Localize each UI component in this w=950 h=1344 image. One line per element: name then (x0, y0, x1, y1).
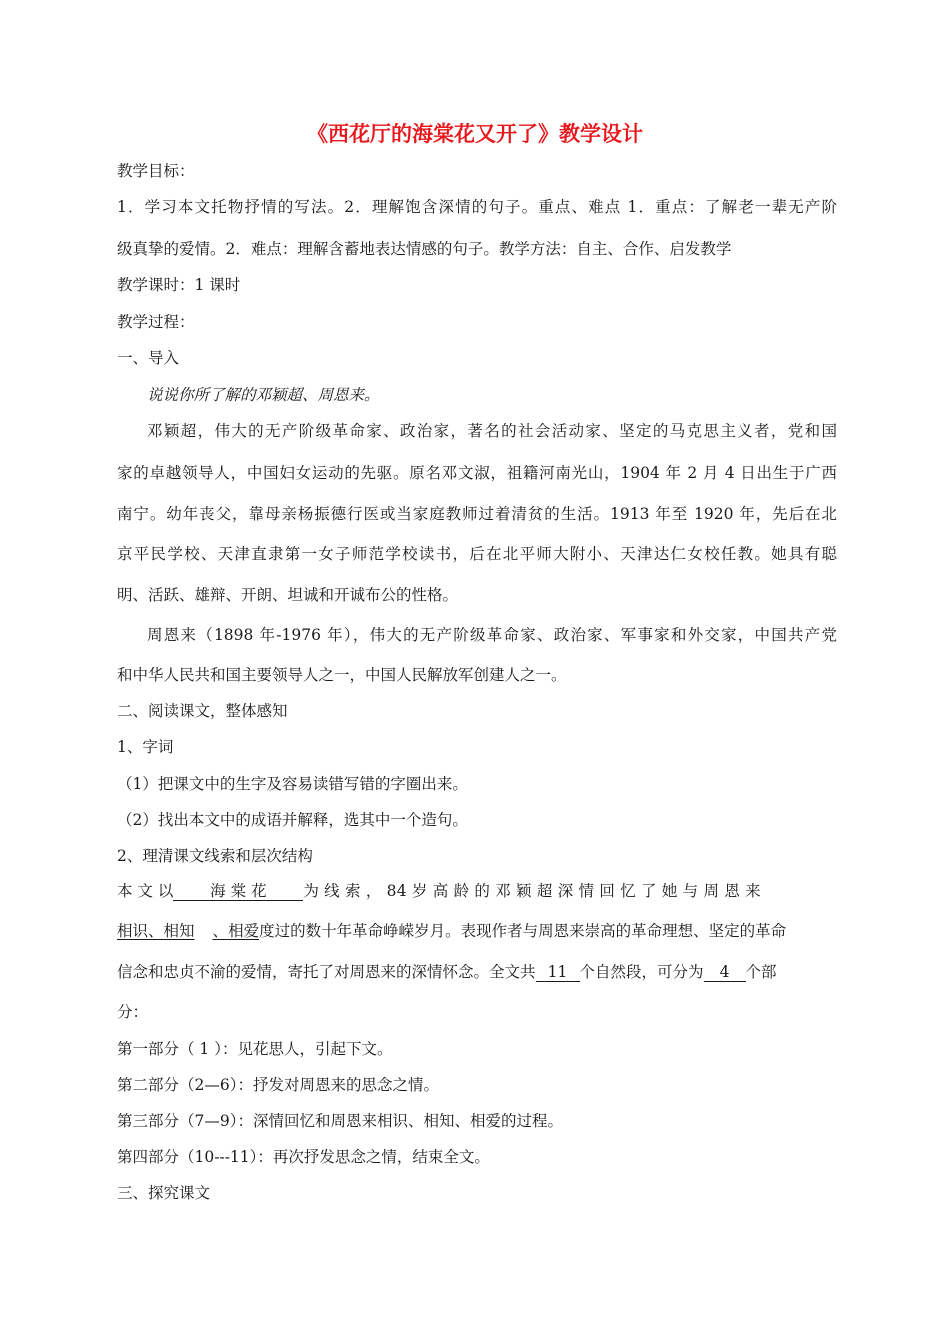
section-3-heading: 三、探究课文 (117, 1184, 211, 1202)
question-2: （2）找出本文中的成语并解释，选其中一个造句。 (117, 811, 468, 829)
structure-line-4: 分： (117, 1003, 149, 1021)
deng-paragraph-line: 家的卓越领导人，中国妇女运动的先驱。原名邓文淑，祖籍河南光山，1904 年 2 月 4 日出生于广西 (117, 464, 837, 482)
goals-line-2: 级真挚的爱情。2．难点：理解含蓄地表达情感的句子。教学方法：自主、合作、启发教学 (117, 240, 732, 258)
goals-line-1: 1．学习本文托物抒情的写法。2．理解饱含深情的句子。重点、难点 1．重点：了解老一辈无产阶 (117, 198, 837, 216)
deng-paragraph-line: 明、活跃、雄辩、开朗、坦诚和开诚布公的性格。 (117, 586, 459, 604)
intro-prompt: 说说你所了解的邓颖超、周恩来。 (147, 386, 380, 404)
item-1-heading: 1、字词 (117, 738, 174, 756)
blank-answer: 相爱 (228, 922, 260, 940)
deng-paragraph-line: 京平民学校、天津直隶第一女子师范学校读书，后在北平师大附小、天津达仁女校任教。她具有聪 (117, 545, 837, 563)
blank-sep: 、 (212, 922, 229, 940)
document-title: 《西花厅的海棠花又开了》教学设计 (307, 122, 643, 146)
zhou-paragraph-line: 周恩来（1898 年-1976 年），伟大的无产阶级革命家、政治家、军事家和外交家，中国共产党 (147, 626, 837, 644)
item-2-heading: 2、理清课文线索和层次结构 (117, 847, 313, 865)
part-item: 第一部分（ 1 ）：见花思人，引起下文。 (117, 1040, 393, 1058)
process-heading: 教学过程： (117, 313, 195, 331)
paragraph-count-blank: 11 (536, 961, 580, 982)
structure-text: 本 文 以 (117, 882, 174, 900)
blank-answer: 相知 (163, 922, 195, 940)
section-1-heading: 一、导入 (117, 349, 180, 367)
class-hours: 教学课时：1 课时 (117, 276, 241, 294)
structure-text: 信念和忠贞不渝的爱情，寄托了对周恩来的深情怀念。全文共 (117, 963, 536, 981)
goals-heading: 教学目标： (117, 162, 195, 180)
structure-text: 为 线 索 ， 84 岁 高 龄 的 邓 颖 超 深 情 回 忆 了 她 与 周 恩 来 (303, 882, 761, 900)
structure-text: 个部 (745, 963, 777, 981)
part-item: 第二部分（2—6）：抒发对周恩来的思念之情。 (117, 1076, 439, 1094)
structure-text: 度过的数十年革命峥嵘岁月。表现作者与周恩来崇高的革命理想、坚定的革命 (259, 922, 787, 940)
part-count-blank: 4 (704, 961, 746, 982)
deng-paragraph-line: 南宁。幼年丧父，靠母亲杨振德行医或当家庭教师过着清贫的生活。1913 年至 1920 年，先后在北 (117, 505, 837, 523)
blank-sep: 、 (148, 922, 164, 940)
structure-line-2 (117, 920, 837, 942)
structure-line-1 (117, 880, 837, 902)
deng-paragraph-line: 邓颖超，伟大的无产阶级革命家、政治家，著名的社会活动家、坚定的马克思主义者，党和国 (147, 422, 837, 440)
section-2-heading: 二、阅读课文，整体感知 (117, 702, 288, 720)
structure-line-3 (117, 961, 837, 983)
structure-text: 个自然段，可分为 (579, 963, 704, 981)
zhou-paragraph-line: 和中华人民共和国主要领导人之一，中国人民解放军创建人之一。 (117, 666, 567, 684)
part-item: 第三部分（7—9）：深情回忆和周恩来相识、相知、相爱的过程。 (117, 1112, 563, 1130)
part-item: 第四部分（10---11）：再次抒发思念之情，结束全文。 (117, 1148, 490, 1166)
question-1: （1）把课文中的生字及容易读错写错的字圈出来。 (117, 775, 468, 793)
clue-blank: 海 棠 花 (173, 880, 303, 901)
blank-answer: 相识 (117, 922, 149, 940)
